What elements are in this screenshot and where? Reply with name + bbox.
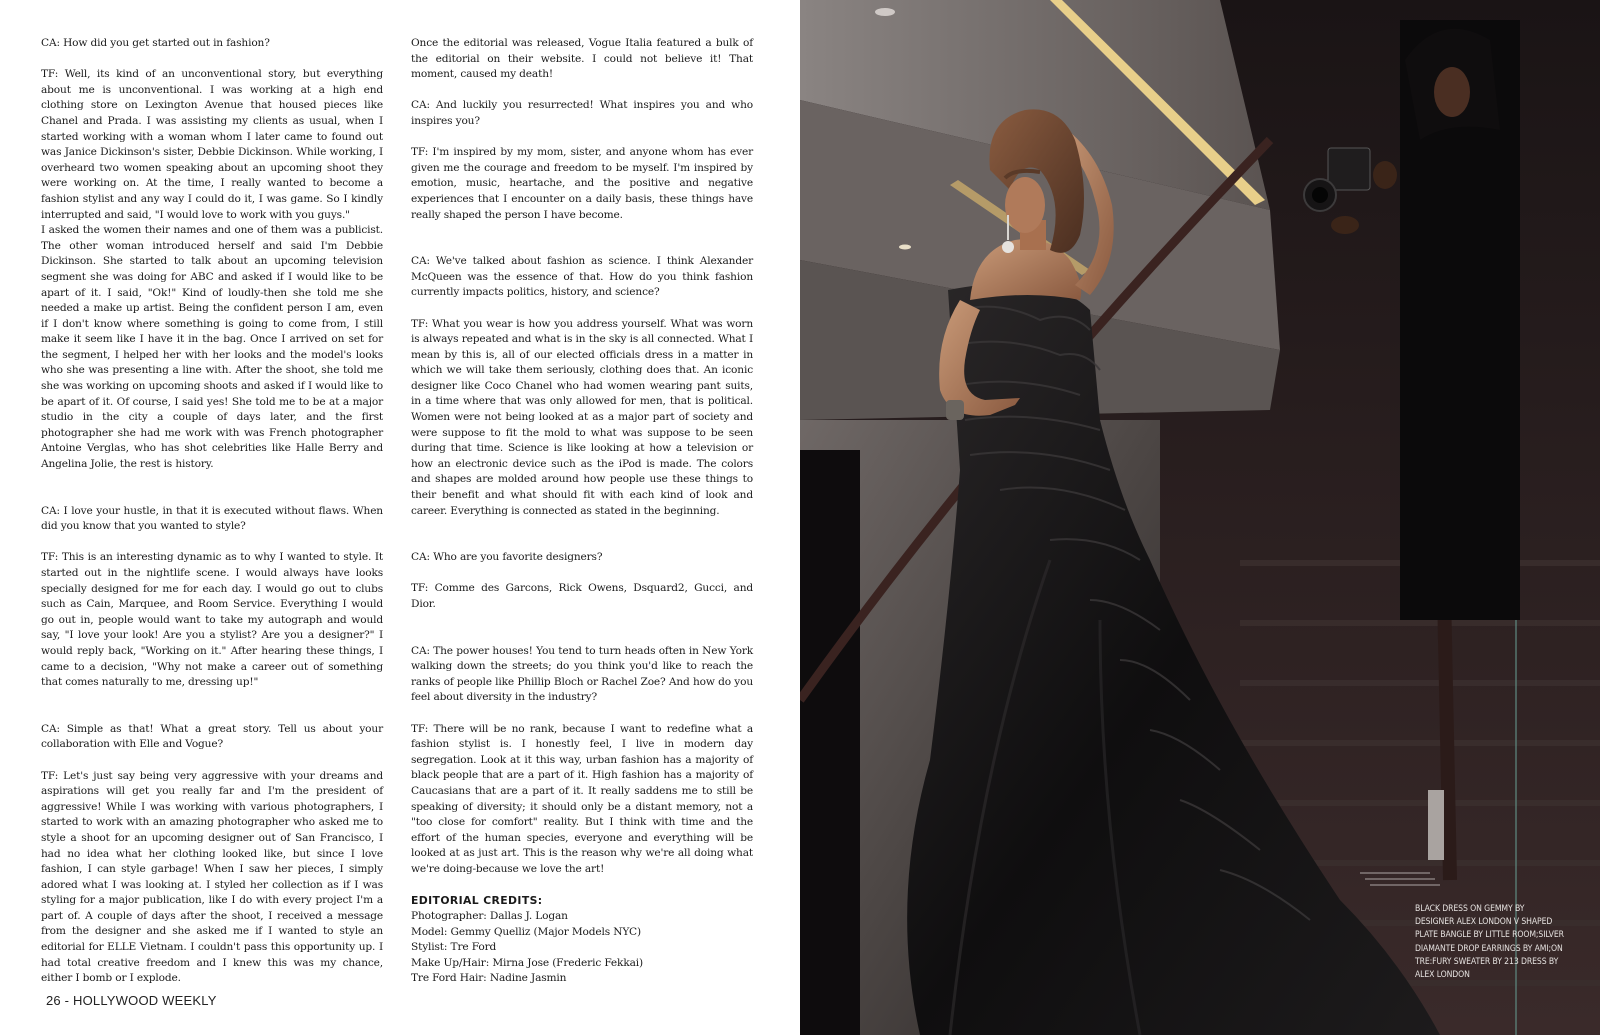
question: CA: The power houses! You tend to turn heads often in New York walking down the streets; do you think you'd like to reach the ranks of people like Phillip Bloch or Rachel Zoe? And how do you feel about diversity in the industry? [411, 644, 753, 704]
credit-photographer: Photographer: Dallas J. Logan [411, 910, 568, 923]
question: CA: Simple as that! What a great story. Tell us about your collaboration with Elle and Vogue? [41, 722, 383, 751]
question: CA: How did you get started out in fashion? [41, 37, 270, 49]
answer: TF: Let's just say being very aggressive with your dreams and aspirations will get you really far and I'm the president of aggressive! While I was working with various photographers, I started to work with an amazing photographer who asked me to style a shoot for an upcoming designer out of San Francisco, I had no idea what her clothing looked like, but since I love fashion, I can style garbage! When I saw her pieces, I simply adored what I was looking at. I styled her collection as if I was styling for a major publication, like I do with every project I'm a part of. A couple of days after the shoot, I received a message from the designer and she asked me if I wanted to style an editorial for ELLE Vietnam. I couldn't pass this opportunity up. I had total creative freedom and I knew this was my chance, either I bomb or I explode. [41, 769, 383, 985]
answer: TF: There will be no rank, because I want to redefine what a fashion stylist is. I honestly feel, I live in modern day segregation. Look at it this way, urban fashion has a majority of black people that are a part of it. High fashion has a majority of Caucasians that are a part of it. It really saddens me to still be speaking of diversity; it should only be a distant memory, not a "too close for comfort" reality. But I think with time and the effort of the human species, everyone and everything will be looked at as just art. This is the reason why we're all doing what we're doing-because we love the art! [411, 722, 753, 875]
photo-caption: BLACK DRESS ON GEMMY BY DESIGNER ALEX LONDON V SHAPED PLATE BANGLE BY LITTLE ROOM;SILVER DIAMANTE DROP EARRINGS BY AMI;ON TRE:FURY SWEATER BY 213 DRESS BY ALEX LONDON [1415, 904, 1564, 981]
fashion-photo [800, 0, 1600, 1035]
answer: TF: What you wear is how you address yourself. What was worn is always repeated and what is in the sky is all connected. What I mean by this is, all of our elected officials dress in a matter in which we will take them seriously, clothing does that. An iconic designer like Coco Chanel who had women wearing pant suits, in a time where that was only allowed for men, that is political. Women were not being looked at as a major part of society and were suppose to fit the mold to what was suppose to be seen during that time. Science is like looking at how a television or how an electronic device such as the iPod is made. The colors and shapes are molded around how people use these things to their benefit and what should fit with each kind of look and career. Everything is connected as stated in the beginning. [411, 317, 753, 517]
editorial-credits [411, 893, 753, 987]
answer: TF: Comme des Garcons, Rick Owens, Dsquard2, Gucci, and Dior. [411, 582, 753, 610]
interview-column-left [41, 36, 383, 1002]
credit-makeup-hair: Make Up/Hair: Mirna Jose (Frederic Fekkai) [411, 956, 643, 969]
credits-heading: EDITORIAL CREDITS: [411, 894, 543, 908]
answer: TF: Well, its kind of an unconventional story, but everything about me is unconventional. I was working at a high end clothing store on Lexington Avenue that housed pieces like Chanel and Prada. I was assisting my clients as usual, when I started working with a woman whom I later came to found out was Janice Dickinson's sister, Debbie Dickinson. While working, I overheard two women speaking about an upcoming shoot they were working on. At the time, I really wanted to become a fashion stylist and any way I could do it, I was game. So I kindly interrupted and said, "I would love to work with you guys." [41, 68, 383, 221]
question: CA: And luckily you resurrected! What inspires you and who inspires you? [411, 99, 753, 127]
answer: I asked the women their names and one of them was a publicist. The other woman introduced herself and said I'm Debbie Dickinson. She started to talk about an upcoming television segment she was doing for ABC and asked if I would like to be apart of it. I said, "Ok!" Kind of loudly-then she told me she needed a make up artist. Being the confident person I am, even if I don't know where something is going to come from, I still make it seem like I have it in the bag. Once I arrived on set for the segment, I helped her with her looks and the model's looks who she was presenting a line with. After the shoot, she told me she was working on upcoming shoots and asked if I would like to be apart of it. Of course, I said yes! She told me to be at a major studio in the city a couple of days later, and the first photographer she had me work with was French photographer Antoine Verglas, who has shot celebrities like Halle Berry and Angelina Jolie, the rest is history. [41, 224, 383, 471]
answer: TF: I'm inspired by my mom, sister, and anyone whom has ever given me the courage and freedom to be myself. I'm inspired by emotion, music, heartache, and the positive and negative experiences that I encounter on a daily basis, these things have really shaped the person I have become. [411, 146, 753, 221]
credit-stylist: Stylist: Tre Ford [411, 941, 497, 954]
photo-page [800, 0, 1600, 1035]
answer: TF: This is an interesting dynamic as to why I wanted to style. It started out in the nightlife scene. I would always have looks specially designed for me for each day. I would go out to clubs such as Cain, Marquee, and Room Service. Everything I would go out in, people would want to take my autograph and would say, "I love your look! Are you a stylist? Are you a designer?" I would reply back, "Working on it." After hearing these things, I came to a decision, "Why not make a career out of something that comes naturally to me, dressing up!" [41, 551, 383, 689]
credit-hair: Tre Ford Hair: Nadine Jasmin [411, 972, 567, 985]
question: CA: We've talked about fashion as science. I think Alexander McQueen was the essence of that. How do you think fashion currently impacts politics, history, and science? [411, 255, 753, 299]
question: CA: I love your hustle, in that it is executed without flaws. When did you know that you wanted to style? [41, 504, 383, 533]
credit-model: Model: Gemmy Quelliz (Major Models NYC) [411, 925, 641, 938]
answer: Once the editorial was released, Vogue Italia featured a bulk of the editorial on their website. I could not believe it! That moment, caused my death! [411, 37, 753, 81]
question: CA: Who are you favorite designers? [411, 551, 603, 564]
page-folio: 26 - HOLLYWOOD WEEKLY [46, 993, 217, 1008]
interview-column-right [411, 36, 753, 987]
